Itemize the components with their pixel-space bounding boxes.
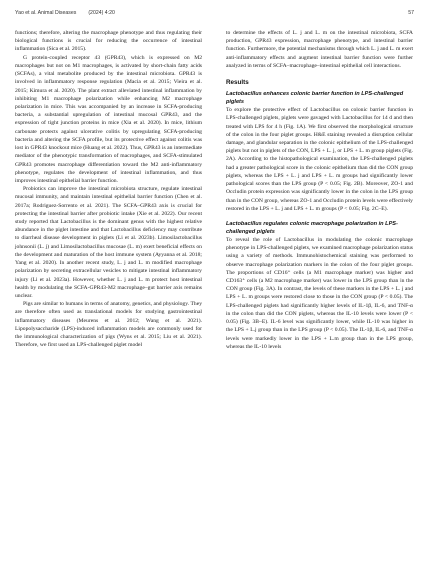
paragraph: To reveal the role of Lactobacillus in modulating the colonic macrophage phenotype in LPS-challenged piglets, we examined macrophage polarization status using a variety of methods. Immunohistochemical staining was performed to observe macrophage polarization markers in the colon of the four piglet groups. The proportions of CD16⁺ cells (a M1 macrophage marker) was higher and CD163⁺ cells (a M2 macrophage marker) was lower in the LPS group than in the CON group (Fig. 3A). In contrast, the levels of these markers in the LPS + L. j and LPS + L. m groups were restored close to those in the CON group (P < 0.05). The LPS-challenged piglets had significantly higher levels of IL-1β, IL-6, and TNF-α in the colon than did the CON piglets, whereas the IL-10 levels were lower (P < 0.05) (Fig. 3B–E). IL-6 level was significantly lower, while IL-10 was higher in the LPS + L.j group than in the LPS group (P < 0.05). The IL-1β, IL-6, and TNF-α levels were markedly lower in the LPS + L.m group than in the LPS group, whereas the IL-10 levels [226,236,413,350]
left-column [15,29,202,350]
paragraph: Probiotics can improve the intestinal microbiota structure, regulate intestinal mucosal immunity, and maintain intestinal epithelial barrier function (Chen et al. 2017a; Rodriguez-Sorrento et al. 2021). The SCFA–GPR43 axis is crucial for protecting the intestinal barrier after probiotic intake (Xie et al. 2022). Our recent study reported that Lactobacillus is the dominant genus with the highest relative abundance in the piglet intestine and that Lactobacillus deficiency may contribute to diarrheal disease development in piglets (Li et al. 2023b). Limosilactobacillus johnsonii (L. j) and Limosilactobacillus mucosae (L. m) exert beneficial effects on the development and maturation of the host immune system (Ayyanna et al. 2018; Yang et al. 2020). In another recent study, L. j and L. m modified macrophage polarization by secreting extracellular vesicles to mitigate intestinal inflammatory injury (Li et al. 2023a). However, whether L. j and L. m protect host intestinal health by modulating the SCFA-GPR43-M2 macrophage–gut barrier axis remains unclear. [15,186,202,299]
paragraph: to determine the effects of L. j and L. m on the intestinal microbiota, SCFA production, GPR43 expression, macrophage phenotype, and intestinal barrier function. Furthermore, the potential mechanisms through which L. j and L. m exert anti-inflammatory effects and augment intestinal barrier function were further analyzed in terms of SCFA–macrophage–intestinal epithelial cell interactions. [226,30,413,69]
paragraph: Pigs are similar to humans in terms of anatomy, genetics, and physiology. They are therefore often used as translational models for studying gastrointestinal inflammatory diseases (Meurens et al. 2012; Wang et al. 2021). Lipopolysaccharide (LPS)-induced inflammation models are commonly used for the immunological characterization of pigs (Wyns et al. 2015; Liu et al. 2021). Therefore, we first used an LPS-challenged piglet model [15,301,202,349]
right-column [226,29,413,351]
paragraph: G protein-coupled receptor 43 (GPR43), which is expressed on M2 macrophages but not on M1 macrophages, is activated by short-chain fatty acids (SCFAs), a vital metabolite produced by the intestinal microbiota. GPR43 is involved in inflammatory response regulation (Macia et al. 2015; Vieira et al. 2015; Kimura et al. 2020). The plant extract alleviated intestinal inflammation by inhibiting M1 macrophage polarization while enhancing M2 macrophage polarization in mice. This was accompanied by an increase in SCFA-producing bacteria, a substantial upregulation of intestinal mucosal GPR43, and the expression of tight junction proteins in mice (Xia et al. 2020). In mice, lithium carbonate protects against ulcerative colitis by upregulating SCFA-producing bacteria and altering the SCFA profile, but its protective effect against colitis was lost in GPR43 knockout mice (Huang et al. 2022). Thus, GPR43 is an intermediate mediator of the phenotypic transformation of macrophages, and SCFA-stimulated GPR43 promotes macrophage differentiation toward the M2 anti-inflammatory phenotype, regulates the development of intestinal inflammation, and thus improves intestinal epithelial barrier function. [15,54,202,184]
page-header [15,10,414,20]
page-number: 57 [408,10,414,16]
section-heading-results: Results [226,79,249,87]
paragraph: functions; therefore, altering the macrophage phenotype and thus regulating their biological functions is crucial for reducing the occurrence of intestinal inflammation (Sica et al. 2015). [15,30,202,53]
paragraph: To explore the protective effect of Lactobacillus on colonic barrier function in LPS-challenged piglets, piglets were gavaged with Lactobacillus for 14 d and then treated with LPS for 4 h (Fig. 1A). We first observed the morphological structure of the colon in the four piglet groups. H&E staining revealed a disruption cellular damage, and glandular separation in the colonic epithelium of the LPS-challenged piglets but not in piglets of the CON, LPS + L. j, or LPS + L. m group piglets (Fig. 2A). According to the histopathological examination, the LPS-challenged piglets had a greater pathological score in the colonic epithelium than did the CON group piglets, whereas the LPS + L. j and LPS + L. m groups had significantly lower pathological scores than the LPS group (P < 0.05; Fig. 2B). Moreover, ZO-1 and Occludin protein expression was significantly lower in the colon in the LPS group than in the CON group, whereas ZO-1 and Occludin protein levels were effectively restored in the LPS + L. j and LPS + L. m groups (P < 0.05; Fig. 2C–E). [226,107,413,212]
journal-citation: Yao et al. Animal Diseases [15,10,77,16]
subsection-heading: Lactobacillus enhances colonic barrier function in LPS-challenged piglets [226,91,404,106]
running-head [15,10,115,16]
volume-info: (2024) 4:20 [88,10,115,16]
subsection-heading: Lactobacillus regulates colonic macrophage polarization in LPS-challenged piglets [226,220,398,235]
